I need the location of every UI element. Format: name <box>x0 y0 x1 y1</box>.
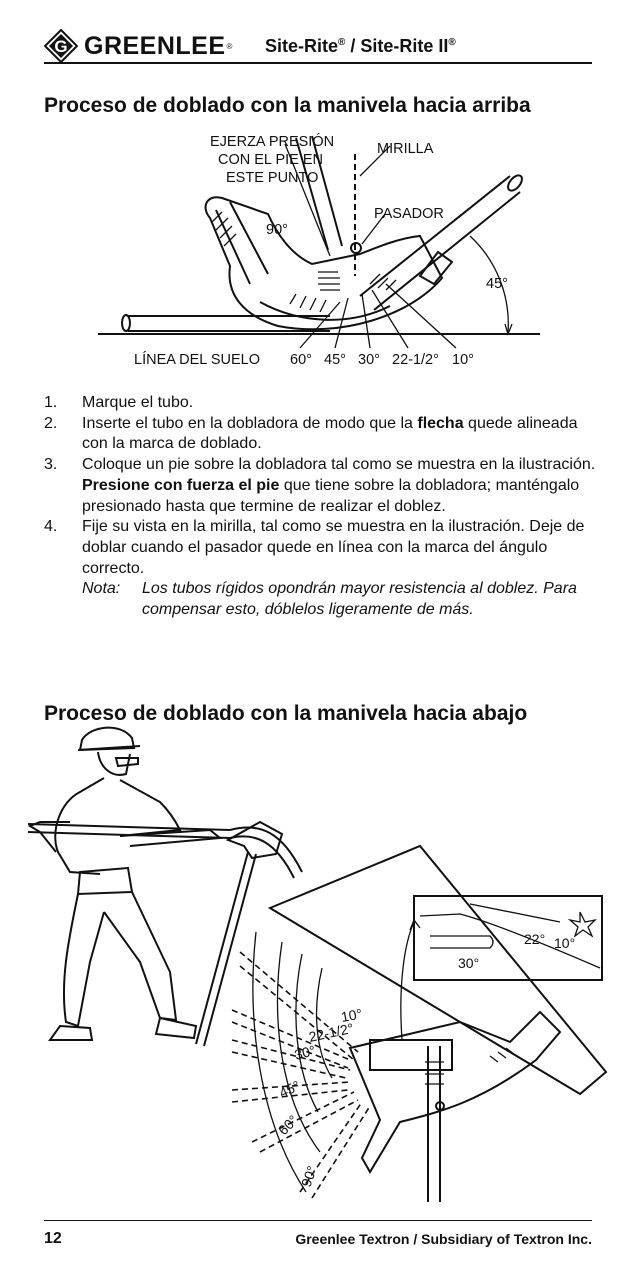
list-item: 1. Marque el tubo. <box>44 394 194 411</box>
bender-body <box>350 1012 560 1172</box>
belt <box>78 868 132 894</box>
inset-label-22: 22° <box>524 931 546 947</box>
footer-rule <box>44 1220 592 1221</box>
held-pipe-bend <box>230 827 302 878</box>
bending-handle-down-illustration <box>20 722 610 1212</box>
leg-left <box>64 894 104 1026</box>
instruction-list <box>44 393 600 621</box>
foot-label-line1: EJERZA PRESIÓN <box>210 134 335 150</box>
note-text: Los tubos rígidos opondrán mayor resistencia al doblez. Para compensar esto, dóblelos ligeramente de más. <box>142 580 577 619</box>
list-item: 4. Fije su vista en la mirilla, tal como se muestra en la ilustración. Deje de doblar cuando el pasador quede en línea con la marca del ángulo correcto. <box>44 518 585 577</box>
arc-label-90: 90° <box>297 1163 321 1190</box>
pasador-label: PASADOR <box>374 206 444 222</box>
mark-45: 45° <box>324 352 346 368</box>
inset-label-30: 30° <box>458 955 480 971</box>
product-name: Site-Rite® / Site-Rite II® <box>265 36 456 56</box>
angle-45-label: 45° <box>486 276 508 292</box>
boot-left <box>50 1026 92 1040</box>
greenlee-diamond-icon <box>44 29 78 63</box>
list-item: 2. Inserte el tubo en la dobladora de modo que la flecha quede alineada con la marca de doblado. <box>44 414 578 453</box>
foot-label-line3: ESTE PUNTO <box>226 170 319 186</box>
list-item: 3. Coloque un pie sobre la dobladora tal como se muestra en la ilustración. Presione con fuerza el pie que tiene sobre la dobladora; manténgalo presionado hasta que termine de realizar el doblez. <box>44 456 596 515</box>
section1-title: Proceso de doblado con la manivela hacia arriba <box>44 94 531 117</box>
arm-left <box>30 822 70 852</box>
mark-30: 30° <box>358 352 380 368</box>
footer-corporate: Greenlee Textron / Subsidiary of Textron Inc. <box>295 1231 592 1247</box>
brand-registered-mark: ® <box>226 41 233 51</box>
greenlee-logo <box>44 29 232 63</box>
page-number: 12 <box>44 1230 62 1247</box>
arc-pipe-60 <box>252 1092 358 1152</box>
note <box>82 579 600 620</box>
inset-label-10: 10° <box>554 935 576 951</box>
logo-letter: G <box>54 37 68 56</box>
boot-right <box>156 1018 196 1038</box>
glasses <box>116 758 138 766</box>
bender-handle-vertical <box>196 852 256 1046</box>
ground-line-label: LÍNEA DEL SUELO <box>134 352 260 368</box>
note-label: Nota: <box>82 580 121 598</box>
arc-label-22-5: 22-1/2° <box>307 1019 355 1045</box>
foot-label-line2: CON EL PIE EN <box>218 152 324 168</box>
arc-label-60: 60° <box>274 1111 302 1139</box>
angle-90-label: 90° <box>266 222 288 238</box>
mirilla-label: MIRILLA <box>377 141 434 157</box>
leg-right <box>104 892 176 1020</box>
arc-label-45: 45° <box>276 1077 303 1101</box>
section2-title: Proceso de doblado con la manivela hacia abajo <box>44 702 528 725</box>
header-rule <box>44 62 592 64</box>
mark-22-5: 22-1/2° <box>392 352 439 368</box>
head <box>98 752 130 775</box>
mark-60: 60° <box>290 352 312 368</box>
arc-label-30: 30° <box>292 1041 318 1063</box>
brand-name: GREENLEE <box>84 31 226 60</box>
arc-label-10: 10° <box>339 1005 364 1025</box>
bending-handle-up-diagram <box>90 126 550 372</box>
mark-10: 10° <box>452 352 474 368</box>
